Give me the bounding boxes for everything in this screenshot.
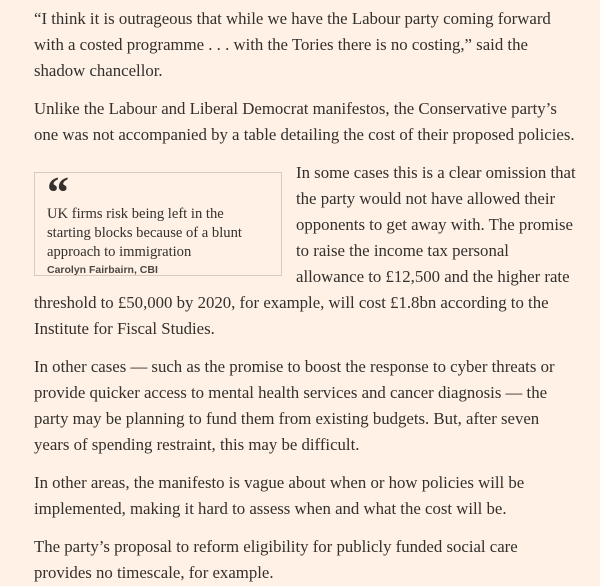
paragraph-4: In other cases — such as the promise to boost the response to cyber threats or provide quicker access to mental health services and cancer diagnosis — the party may be planning to fund them from existing budgets. But, after seven years of spending restraint, this may be difficult. [34, 357, 555, 454]
paragraph-5: In other areas, the manifesto is vague about when or how policies will be implemented, making it hard to assess when and what the cost will be. [34, 473, 525, 518]
pull-quote-text: UK firms risk being left in the starting blocks because of a blunt approach to immigration [47, 206, 242, 260]
pull-quote-attribution: Carolyn Fairbairn, CBI [47, 264, 158, 276]
paragraph-6: The party’s proposal to reform eligibility for publicly funded social care provides no timescale, for example. [34, 537, 518, 582]
quote-mark-icon: “ [47, 168, 69, 217]
paragraph-3: In some cases this is a clear omission that the party would not have allowed their opponents to get away with. The promise to raise the income tax personal allowance to £12,500 and the higher rate threshold to £50,000 by 2020, for example, will cost £1.8bn according to the Institute for Fiscal Studies. [34, 163, 576, 338]
paragraph-2: Unlike the Labour and Liberal Democrat manifestos, the Conservative party’s one was not accompanied by a table detailing the cost of their proposed policies. [34, 99, 575, 144]
pull-quote-box [34, 168, 282, 276]
paragraph-1: “I think it is outrageous that while we have the Labour party coming forward with a costed programme . . . with the Tories there is no costing,” said the shadow chancellor. [34, 9, 551, 80]
